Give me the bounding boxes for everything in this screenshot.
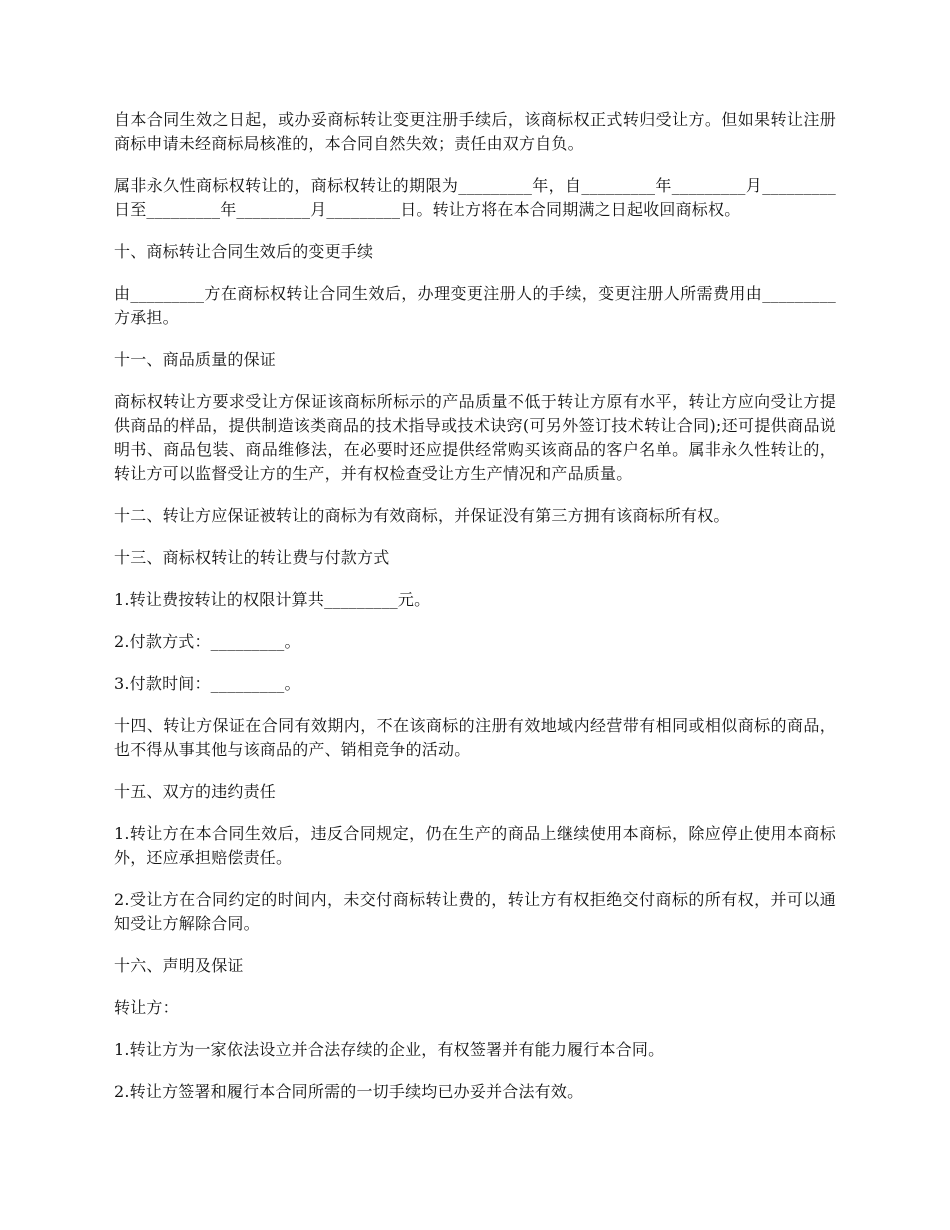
paragraph-registration-change: 由_________方在商标权转让合同生效后，办理变更注册人的手续，变更注册人所需费用由_________方承担。 xyxy=(114,284,836,327)
paragraph-breach-transferee: 2.受让方在合同约定的时间内，未交付商标转让费的，转让方有权拒绝交付商标的所有权，并可以通知受让方解除合同。 xyxy=(114,890,836,933)
section-heading-11: 十一、商品质量的保证 xyxy=(114,350,277,369)
section-heading-14: 十四、转让方保证在合同有效期内，不在该商标的注册有效地域内经营带有相同或相似商标的商品，也不得从事其他与该商品的产、销相竞争的活动。 xyxy=(114,716,836,759)
paragraph-payment-time: 3.付款时间：_________。 xyxy=(114,674,301,693)
section-heading-13: 十三、商标权转让的转让费与付款方式 xyxy=(114,548,390,567)
section-heading-10: 十、商标转让合同生效后的变更手续 xyxy=(114,242,374,261)
paragraph-transfer-term: 属非永久性商标权转让的，商标权转让的期限为_________年，自_________年_________月_________日至_________年_________月_________日。转让方将在本合同期满之日起收回商标权。 xyxy=(114,176,836,219)
document-page xyxy=(114,108,836,1122)
paragraph-transferor-label: 转让方： xyxy=(114,998,179,1017)
paragraph-warranty-1: 1.转让方为一家依法设立并合法存续的企业，有权签署并有能力履行本合同。 xyxy=(114,1040,665,1059)
paragraph-warranty-2: 2.转让方签署和履行本合同所需的一切手续均已办妥并合法有效。 xyxy=(114,1082,584,1101)
section-heading-15: 十五、双方的违约责任 xyxy=(114,782,277,801)
section-heading-12: 十二、转让方应保证被转让的商标为有效商标，并保证没有第三方拥有该商标所有权。 xyxy=(114,506,730,525)
paragraph-effective-date: 自本合同生效之日起，或办妥商标转让变更注册手续后，该商标权正式转归受让方。但如果转让注册商标申请未经商标局核准的，本合同自然失效；责任由双方自负。 xyxy=(114,110,836,153)
paragraph-quality-guarantee: 商标权转让方要求受让方保证该商标所标示的产品质量不低于转让方原有水平，转让方应向受让方提供商品的样品，提供制造该类商品的技术指导或技术诀窍(可另外签订技术转让合同);还可提供商品说明书、商品包装、商品维修法，在必要时还应提供经常购买该商品的客户名单。属非永久性转让的，转让方可以监督受让方的生产，并有权检查受让方生产情况和产品质量。 xyxy=(114,392,836,483)
paragraph-breach-transferor: 1.转让方在本合同生效后，违反合同规定，仍在生产的商品上继续使用本商标，除应停止使用本商标外，还应承担赔偿责任。 xyxy=(114,824,836,867)
section-heading-16: 十六、声明及保证 xyxy=(114,956,244,975)
paragraph-fee-amount: 1.转让费按转让的权限计算共_________元。 xyxy=(114,590,431,609)
paragraph-payment-method: 2.付款方式：_________。 xyxy=(114,632,301,651)
